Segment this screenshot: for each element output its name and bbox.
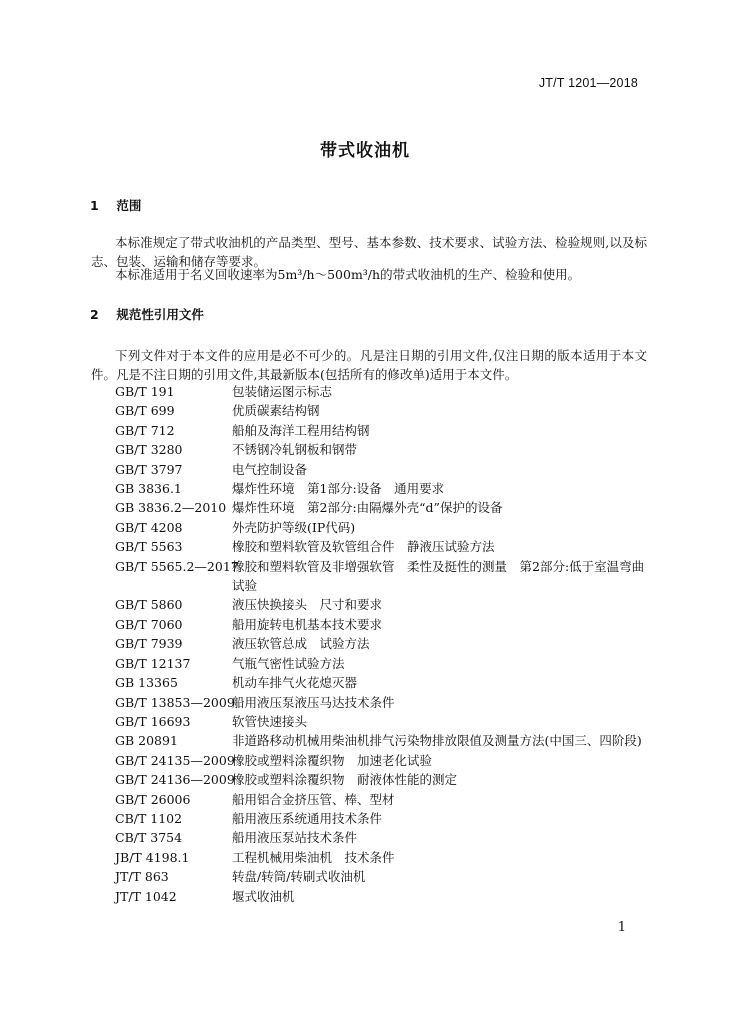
page-number: 1 xyxy=(617,920,626,935)
reference-item xyxy=(115,479,655,498)
scope-paragraph-1: 本标准规定了带式收油机的产品类型、型号、基本参数、技术要求、试验方法、检验规则,以及标志、包装、运输和储存等要求。 xyxy=(91,235,647,269)
reference-title: 转盘/转筒/转刷式收油机 xyxy=(232,869,366,885)
reference-title: 船用液压泵液压马达技术条件 xyxy=(232,694,395,710)
reference-code: JT/T 1042 xyxy=(115,888,177,904)
reference-title: 船用旋转电机基本技术要求 xyxy=(232,616,383,632)
reference-title: 船用液压泵站技术条件 xyxy=(232,830,358,846)
reference-title: 橡胶和塑料软管及软管组合件 静液压试验方法 xyxy=(232,539,495,555)
reference-title: 爆炸性环境 第1部分:设备 通用要求 xyxy=(232,481,445,497)
standard-code: JT/T 1201—2018 xyxy=(538,76,638,90)
reference-title: 软管快速接头 xyxy=(232,713,308,729)
reference-code: JB/T 4198.1 xyxy=(115,849,190,865)
reference-item xyxy=(115,440,655,459)
reference-item xyxy=(115,460,655,479)
reference-title: 堰式收油机 xyxy=(232,888,295,904)
reference-item xyxy=(115,401,655,420)
section-title: 范围 xyxy=(116,198,142,213)
reference-title: 优质碳素结构钢 xyxy=(232,403,320,419)
reference-title: 机动车排气火花熄灭器 xyxy=(232,675,358,691)
section-number: 1 xyxy=(90,198,99,213)
reference-code: GB/T 191 xyxy=(115,384,175,399)
reference-title: 外壳防护等级(IP代码) xyxy=(232,519,356,535)
reference-item xyxy=(115,654,655,673)
reference-code: CB/T 1102 xyxy=(115,810,183,826)
reference-item xyxy=(115,557,655,596)
reference-title: 气瓶气密性试验方法 xyxy=(232,655,345,671)
reference-title: 橡胶和塑料软管及非增强软管 柔性及挺性的测量 第2部分:低于室温弯曲试验 xyxy=(232,558,645,594)
reference-title: 船用铝合金挤压管、棒、型材 xyxy=(232,791,395,807)
reference-code: GB/T 5565.2—2017 xyxy=(115,558,239,574)
reference-item xyxy=(115,751,655,770)
reference-title: 电气控制设备 xyxy=(232,461,308,477)
reference-title: 工程机械用柴油机 技术条件 xyxy=(232,849,395,865)
reference-item xyxy=(115,615,655,634)
reference-code: JT/T 863 xyxy=(115,869,169,885)
reference-title: 液压软管总成 试验方法 xyxy=(232,636,370,652)
reference-code: GB/T 5860 xyxy=(115,597,183,613)
reference-item xyxy=(115,382,655,401)
reference-code: GB/T 26006 xyxy=(115,791,191,807)
reference-title: 橡胶或塑料涂覆织物 加速老化试验 xyxy=(232,752,433,768)
reference-code: GB 3836.2—2010 xyxy=(115,500,227,516)
reference-code: GB 3836.1 xyxy=(115,481,182,497)
reference-code: CB/T 3754 xyxy=(115,830,183,846)
reference-item xyxy=(115,693,655,712)
reference-title: 橡胶或塑料涂覆织物 耐液体性能的测定 xyxy=(232,772,458,788)
reference-item xyxy=(115,848,655,867)
reference-code: GB/T 7060 xyxy=(115,616,183,632)
reference-code: GB/T 699 xyxy=(115,403,175,419)
reference-title: 船舶及海洋工程用结构钢 xyxy=(232,422,370,438)
reference-code: GB/T 7939 xyxy=(115,636,183,652)
reference-code: GB/T 13853—2009 xyxy=(115,694,235,710)
reference-item xyxy=(115,518,655,537)
reference-code: GB/T 3797 xyxy=(115,461,183,477)
reference-code: GB/T 16693 xyxy=(115,713,191,729)
reference-title: 不锈钢冷轧钢板和钢带 xyxy=(232,442,358,458)
reference-item xyxy=(115,498,655,517)
reference-title: 非道路移动机械用柴油机排气污染物排放限值及测量方法(中国三、四阶段) xyxy=(232,733,642,749)
reference-item xyxy=(115,634,655,653)
reference-title: 包装储运图示标志 xyxy=(232,384,333,399)
section-title: 规范性引用文件 xyxy=(116,307,204,322)
reference-code: GB/T 12137 xyxy=(115,655,191,671)
reference-item xyxy=(115,770,655,789)
reference-code: GB/T 5563 xyxy=(115,539,183,555)
reference-title: 船用液压系统通用技术条件 xyxy=(232,810,383,826)
reference-item xyxy=(115,790,655,809)
reference-list xyxy=(115,382,655,906)
section-heading-normative-references xyxy=(90,305,204,323)
reference-item xyxy=(115,421,655,440)
reference-item xyxy=(115,537,655,556)
section-number: 2 xyxy=(90,307,99,322)
reference-code: GB/T 3280 xyxy=(115,442,183,458)
reference-item xyxy=(115,712,655,731)
reference-code: GB/T 712 xyxy=(115,422,175,438)
reference-item xyxy=(115,828,655,847)
reference-code: GB/T 4208 xyxy=(115,519,183,535)
reference-code: GB 13365 xyxy=(115,675,178,691)
reference-item xyxy=(115,809,655,828)
reference-item xyxy=(115,673,655,692)
reference-code: GB/T 24136—2009 xyxy=(115,772,235,788)
reference-code: GB 20891 xyxy=(115,733,178,749)
reference-item xyxy=(115,867,655,886)
scope-paragraph-2: 本标准适用于名义回收速率为5m³/h～500m³/h的带式收油机的生产、检验和使用。 xyxy=(115,267,581,282)
reference-title: 液压快换接头 尺寸和要求 xyxy=(232,597,383,613)
reference-item xyxy=(115,887,655,906)
section-heading-scope xyxy=(90,196,141,214)
reference-title: 爆炸性环境 第2部分:由隔爆外壳“d”保护的设备 xyxy=(232,500,503,516)
reference-item xyxy=(115,731,655,750)
reference-code: GB/T 24135—2009 xyxy=(115,752,235,768)
reference-item xyxy=(115,595,655,614)
document-title: 带式收油机 xyxy=(320,141,410,161)
references-intro-paragraph: 下列文件对于本文件的应用是必不可少的。凡是注日期的引用文件,仅注日期的版本适用于本文件。凡是不注日期的引用文件,其最新版本(包括所有的修改单)适用于本文件。 xyxy=(91,348,647,382)
